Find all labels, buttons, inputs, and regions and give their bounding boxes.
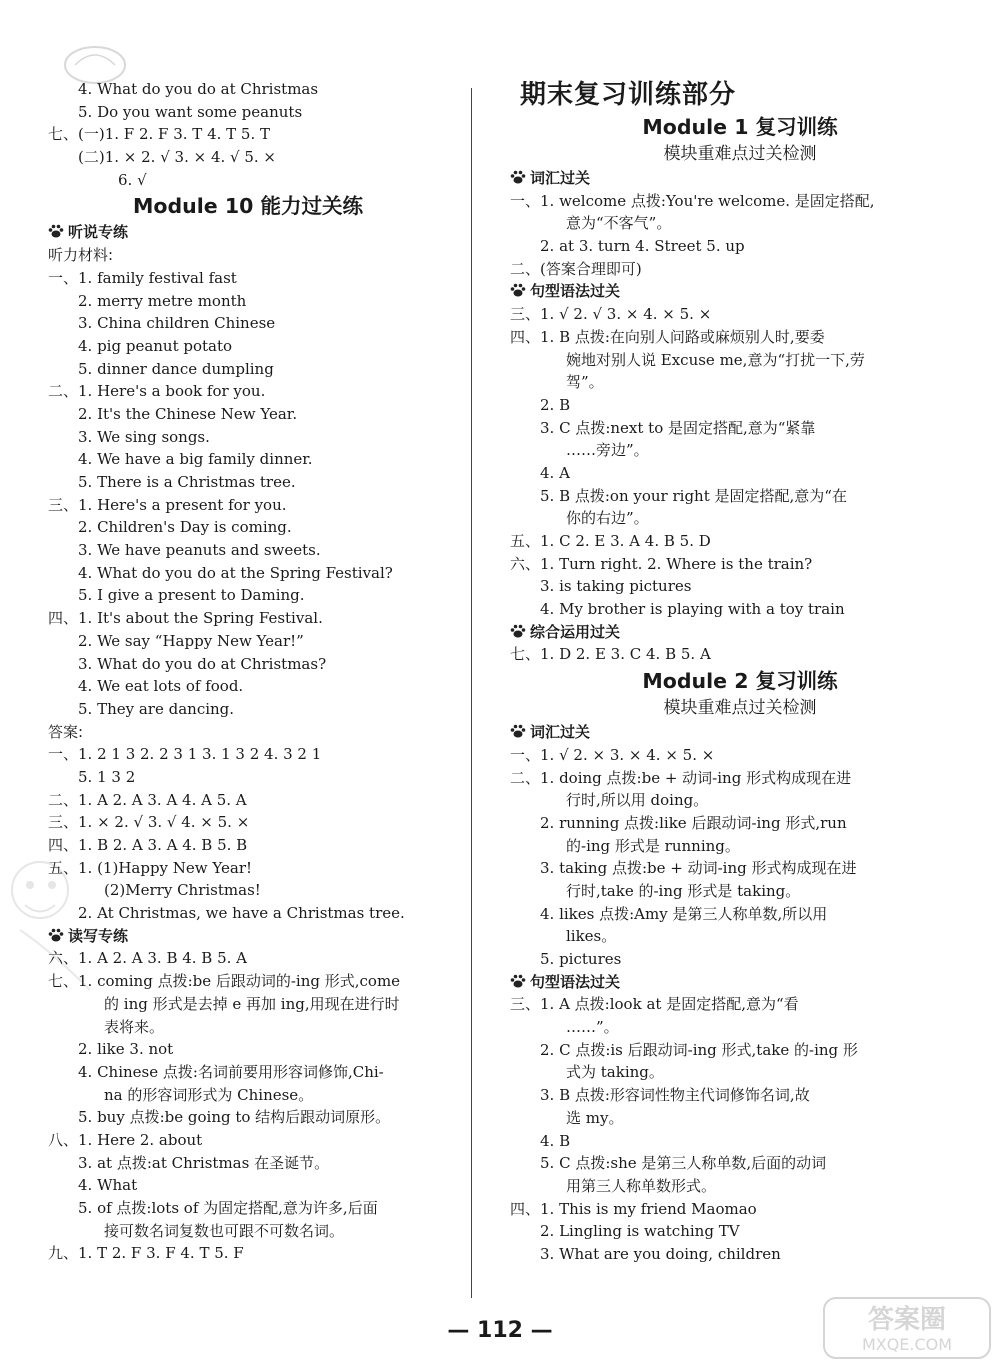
answer-line: 3. What are you doing, children (540, 1244, 781, 1263)
answer-line: 接可数名词复数也可跟不可数名词。 (104, 1221, 345, 1240)
block-label: 听力材料: (48, 246, 114, 265)
answer-line: 5. They are dancing. (78, 699, 235, 718)
answer-line: 你的右边”。 (566, 509, 649, 528)
answer-line: 式为 taking。 (566, 1063, 664, 1082)
module-title: Module 1 复习训练 (642, 115, 838, 139)
answer-line: 5. pictures (540, 950, 622, 968)
answer-line: 2. It's the Chinese New Year. (78, 404, 298, 423)
paw-icon (48, 224, 64, 238)
answer-line: 3. We sing songs. (78, 427, 210, 446)
column-divider (471, 88, 472, 1298)
answer-line: 4. We eat lots of food. (78, 677, 244, 696)
answer-line: 4. We have a big family dinner. (78, 450, 313, 469)
answer-line: 九、1. T 2. F 3. F 4. T 5. F (48, 1244, 244, 1263)
answer-line: 4. Chinese 点拨:名词前要用形容词修饰,Chi- (78, 1062, 384, 1081)
answer-line: 行时,所以用 doing。 (566, 791, 709, 810)
answer-line: 3. China children Chinese (78, 314, 276, 333)
paw-icon (510, 624, 526, 638)
section-heading (510, 167, 970, 190)
answer-line: 5. There is a Christmas tree. (78, 473, 296, 491)
answer-line: 八、1. Here 2. about (48, 1130, 203, 1149)
paw-icon (510, 724, 526, 738)
cartoon-doodle (0, 850, 110, 1010)
answer-line: 三、1. √ 2. √ 3. × 4. × 5. × (510, 305, 712, 324)
answer-line: 2. C 点拨:is 后跟动词-ing 形式,take 的-ing 形 (540, 1040, 858, 1059)
answer-line: 行时,take 的-ing 形式是 taking。 (566, 881, 801, 900)
answer-line: 四、1. B 点拨:在向别人问路或麻烦别人时,要委 (510, 327, 825, 346)
answer-line: 七、1. D 2. E 3. C 4. B 5. A (510, 645, 711, 664)
answer-line: 4. pig peanut potato (78, 336, 233, 355)
block-label: 答案: (48, 722, 84, 741)
answer-line: 3. at 点拨:at Christmas 在圣诞节。 (78, 1153, 330, 1172)
answer-line: 选 my。 (566, 1108, 624, 1127)
answer-line: 3. taking 点拨:be + 动词-ing 形式构成现在进 (540, 859, 857, 878)
section-heading-text: 句型语法过关 (530, 282, 621, 301)
paw-icon (510, 283, 526, 297)
answer-line: 二、1. Here's a book for you. (48, 382, 266, 401)
answer-line: 二、1. doing 点拨:be + 动词-ing 形式构成现在进 (510, 768, 852, 787)
answer-line: 五、1. (1)Happy New Year! (48, 858, 253, 877)
answer-line: 七、(一)1. F 2. F 3. T 4. T 5. T (48, 125, 271, 144)
answer-line: 三、1. A 点拨:look at 是固定搭配,意为“看 (510, 995, 799, 1014)
answer-line: 2. Lingling is watching TV (540, 1222, 740, 1241)
answer-line: 4. What (78, 1176, 138, 1195)
module-title: Module 10 能力过关练 (133, 194, 363, 219)
module-subtitle: 模块重难点过关检测 (663, 698, 817, 719)
stamp-doodle (60, 40, 130, 90)
answer-line: 的 ing 形式是去掉 e 再加 ing,用现在进行时 (104, 994, 400, 1013)
answer-line: 一、1. welcome 点拨:You're welcome. 是固定搭配, (510, 191, 875, 210)
answer-line: 3. B 点拨:形容词性物主代词修饰名词,故 (540, 1086, 810, 1105)
answer-line: 2. We say “Happy New Year!” (78, 631, 304, 650)
answer-line: 4. What do you do at Christmas (78, 80, 319, 98)
watermark-text: 答案圈 (867, 1305, 947, 1335)
answer-line: 5. Do you want some peanuts (78, 102, 303, 121)
module-title: Module 2 复习训练 (642, 669, 838, 694)
answer-line: 4. My brother is playing with a toy train (540, 600, 845, 619)
answer-line: 五、1. C 2. E 3. A 4. B 5. D (510, 532, 711, 550)
part-title: 期末复习训练部分 (520, 80, 737, 110)
answer-line: 六、1. Turn right. 2. Where is the train? (510, 554, 813, 573)
answer-line: ……”。 (566, 1018, 619, 1037)
watermark-logo (822, 1296, 992, 1360)
module-subtitle: 模块重难点过关检测 (663, 144, 817, 164)
answer-line: 三、1. × 2. √ 3. √ 4. × 5. × (48, 813, 250, 832)
answer-line: (2)Merry Christmas! (104, 881, 261, 900)
right-column (510, 78, 970, 1266)
answer-line: 2. merry metre month (78, 291, 247, 310)
answer-line: 5. C 点拨:she 是第三人称单数,后面的动词 (540, 1154, 827, 1173)
answer-line: 表将来。 (104, 1017, 165, 1036)
answer-line: 4. likes 点拨:Amy 是第三人称单数,所以用 (540, 904, 828, 923)
answer-line: 的-ing 形式是 running。 (566, 836, 740, 855)
answer-line: 6. √ (118, 170, 147, 189)
answer-line: 七、1. coming 点拨:be 后跟动词的-ing 形式,come (48, 972, 401, 991)
answer-line: 2. running 点拨:like 后跟动词-ing 形式,run (540, 813, 847, 832)
answer-line: 5. B 点拨:on your right 是固定搭配,意为“在 (540, 486, 847, 505)
answer-line: 二、1. A 2. A 3. A 4. A 5. A (48, 790, 247, 809)
answer-line: 2. like 3. not (78, 1040, 174, 1059)
section-heading-text: 听说专练 (68, 223, 129, 242)
answer-line: 四、1. This is my friend Maomao (510, 1199, 757, 1218)
answer-line: 3. C 点拨:next to 是固定搭配,意为“紧靠 (540, 418, 816, 437)
answer-line: 5. of 点拨:lots of 为固定搭配,意为许多,后面 (78, 1199, 378, 1217)
section-heading-text: 读写专练 (68, 926, 129, 945)
answer-line: 4. B (540, 1131, 571, 1150)
answer-line: 5. I give a present to Daming. (78, 586, 305, 605)
section-heading (48, 221, 448, 244)
answer-line: 5. dinner dance dumpling (78, 359, 274, 378)
answer-line: 四、1. It's about the Spring Festival. (48, 609, 323, 628)
answer-line: 2. B (540, 395, 571, 414)
answer-line: 三、1. Here's a present for you. (48, 495, 287, 514)
answer-line: 5. 1 3 2 (78, 767, 136, 786)
watermark-url: MXQE.COM (861, 1335, 953, 1354)
answer-line: 3. What do you do at Christmas? (78, 654, 327, 673)
answer-line: likes。 (566, 927, 617, 946)
answer-line: 婉地对别人说 Excuse me,意为“打扰一下,劳 (566, 350, 865, 369)
answer-line: 3. is taking pictures (540, 577, 692, 596)
answer-line: 六、1. A 2. A 3. B 4. B 5. A (48, 949, 248, 968)
answer-line: 一、1. √ 2. × 3. × 4. × 5. × (510, 745, 715, 764)
section-heading (510, 971, 970, 994)
answer-line: 一、1. family festival fast (48, 268, 237, 287)
answer-line: 5. buy 点拨:be going to 结构后跟动词原形。 (78, 1108, 391, 1127)
answer-line: 3. We have peanuts and sweets. (78, 541, 321, 560)
section-heading-text: 词汇过关 (530, 723, 591, 742)
answer-line: 4. A (540, 463, 570, 482)
answer-line: 2. at 3. turn 4. Street 5. up (540, 237, 745, 256)
answer-line: 2. At Christmas, we have a Christmas tree. (78, 904, 405, 923)
section-heading (510, 280, 970, 303)
answer-line: 四、1. B 2. A 3. A 4. B 5. B (48, 836, 248, 854)
section-heading-text: 句型语法过关 (530, 972, 621, 991)
left-column (48, 78, 448, 1265)
answer-line: ……旁边”。 (566, 441, 649, 460)
section-heading (510, 621, 970, 644)
answer-line: 驾”。 (566, 373, 604, 392)
page-number: — 112 — (447, 1318, 553, 1343)
section-heading (510, 721, 970, 744)
answer-line: 4. What do you do at the Spring Festival? (78, 563, 393, 582)
answer-line: (二)1. × 2. √ 3. × 4. √ 5. × (78, 148, 276, 167)
answer-line: 意为“不客气”。 (566, 214, 672, 233)
answer-line: 2. Children's Day is coming. (78, 518, 292, 537)
paw-icon (510, 974, 526, 988)
answer-line: na 的形容词形式为 Chinese。 (104, 1085, 314, 1104)
answer-line: 二、(答案合理即可) (510, 259, 642, 278)
paw-icon (510, 170, 526, 184)
answer-line: 用第三人称单数形式。 (566, 1176, 717, 1195)
answer-line: 一、1. 2 1 3 2. 2 3 1 3. 1 3 2 4. 3 2 1 (48, 745, 322, 764)
section-heading-text: 综合运用过关 (530, 622, 621, 641)
section-heading-text: 词汇过关 (530, 169, 591, 187)
